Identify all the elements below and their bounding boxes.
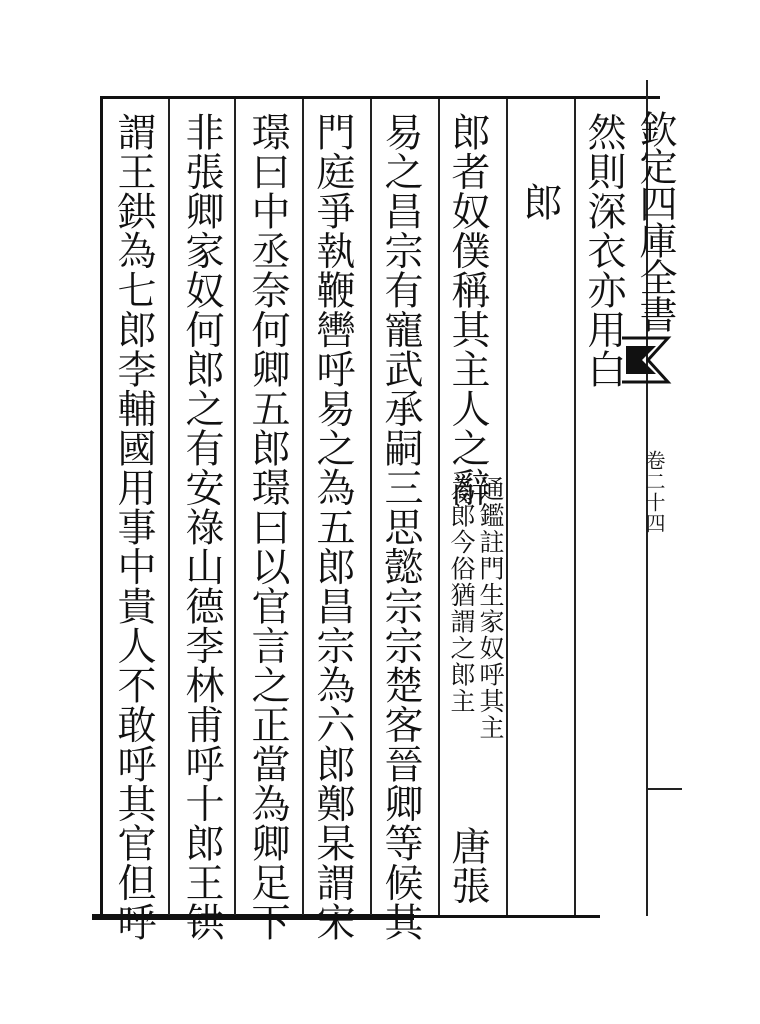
frame-bottom-border-right xyxy=(414,915,600,918)
frame-top-border xyxy=(100,96,660,99)
text-column-3-end: 唐張 xyxy=(445,826,490,905)
text-column-4: 易之昌宗有寵武承嗣三思懿宗宗楚客晉卿等候其 xyxy=(378,112,423,942)
column-rule xyxy=(574,99,576,915)
margin-tick xyxy=(648,788,682,790)
text-column-7: 非張卿家奴何郎之有安祿山德李林甫呼十郎王𫟹 xyxy=(179,112,224,942)
column-rule xyxy=(370,99,372,915)
column-rule xyxy=(506,99,508,915)
volume-number: 卷二十四 xyxy=(642,450,666,534)
annotation-line-1: 通鑑註門生家奴呼其主 xyxy=(476,476,505,741)
text-column-3-main: 郎者奴僕稱其主人之辭 xyxy=(445,112,490,507)
text-column-6: 璟曰中丞奈何卿五郎璟曰以官言之正當為卿足下 xyxy=(245,112,290,942)
text-column-8: 謂王鉷為七郎李輔國用事中貴人不敢呼其官但呼 xyxy=(111,112,156,942)
section-heading: 郎 xyxy=(517,182,562,222)
column-rule xyxy=(438,99,440,915)
text-column-1: 然則深衣亦用白 xyxy=(581,112,626,389)
column-rule xyxy=(168,99,170,915)
book-title: 欽定四庫全書 xyxy=(633,110,677,332)
text-column-5: 門庭爭執鞭轡呼易之為五郎昌宗為六郎鄭杲謂宋 xyxy=(310,112,355,942)
annotation-line-2: 為郎今俗猶謂之郎主 xyxy=(447,476,476,715)
column-rule xyxy=(302,99,304,915)
frame-left-border xyxy=(100,96,103,916)
column-rule xyxy=(234,99,236,915)
